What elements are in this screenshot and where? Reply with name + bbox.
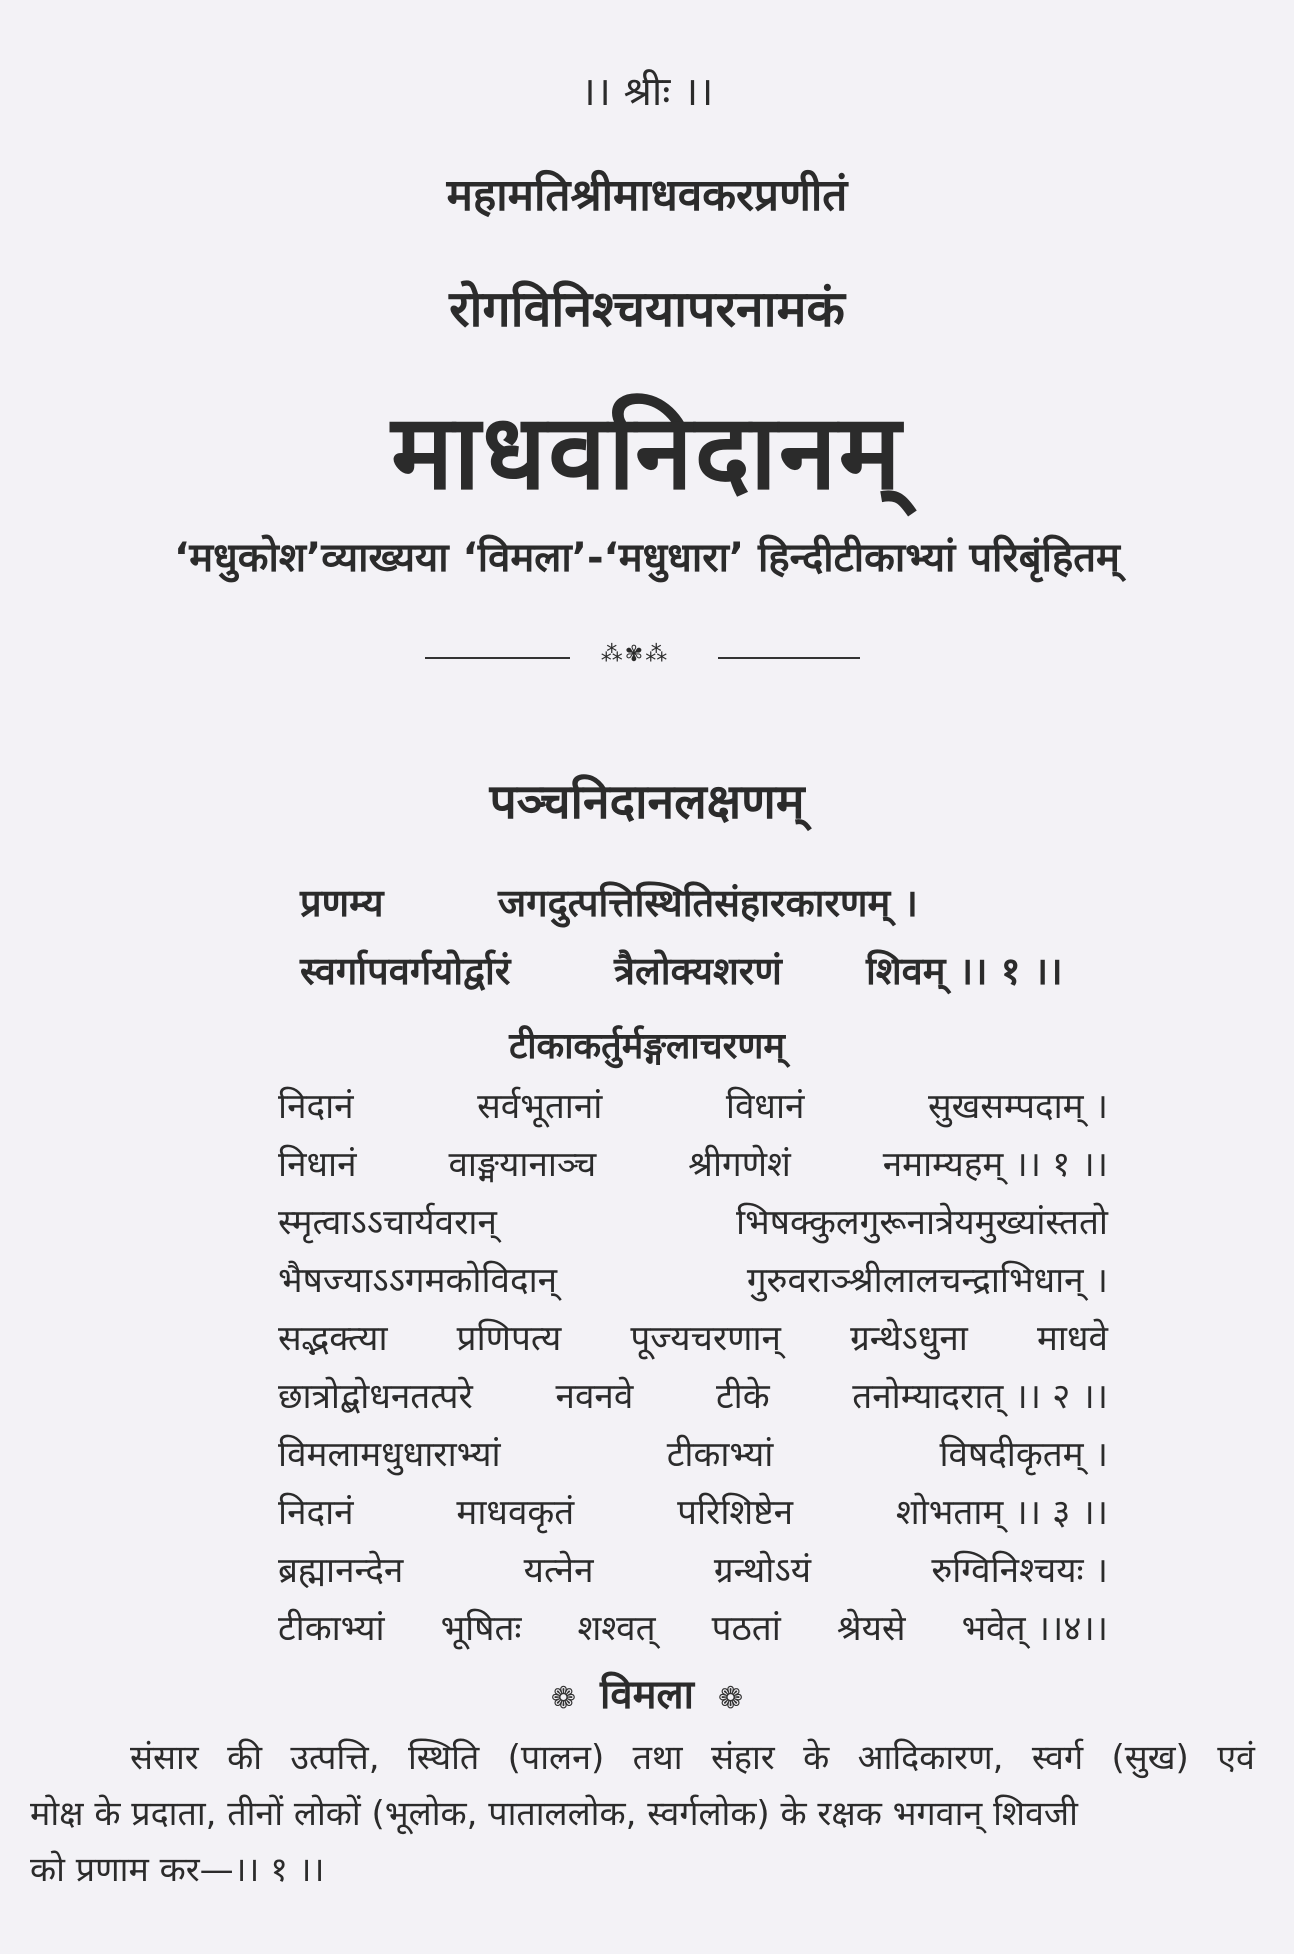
verse-word: ग्रन्थेऽधुना <box>850 1319 968 1359</box>
verse-word: छात्रोद्बोधनतत्परे <box>278 1377 473 1417</box>
paragraph-line1 <box>30 1730 1255 1786</box>
verse-word: यत्नेन <box>523 1551 594 1591</box>
paragraph-word: संहार <box>710 1738 775 1778</box>
verse-word: भवेत् ।।४।। <box>961 1609 1108 1649</box>
verse-word: शश्वत् <box>577 1609 656 1649</box>
main-verse-line2-word2: त्रैलोक्यशरणं <box>614 949 782 993</box>
verse-word: निदानं <box>278 1087 354 1127</box>
verse-word: भैषज्याऽऽगमकोविदान् <box>278 1261 558 1301</box>
mangala-verse-line <box>278 1488 1108 1535</box>
chapter-title: पञ्चनिदानलक्षणम् <box>489 774 805 830</box>
verse-word: श्रेयसे <box>836 1609 906 1649</box>
vimala-heading: विमला <box>600 1672 694 1718</box>
main-verse-line2-word1: स्वर्गापवर्गयोर्द्वारं <box>300 949 511 993</box>
verse-word: माधवे <box>1036 1319 1108 1359</box>
verse-word: पठतां <box>711 1609 781 1649</box>
verse-word: विधानं <box>725 1087 805 1127</box>
mangala-verse-line <box>278 1256 1108 1303</box>
mangala-verse-line <box>278 1604 1108 1651</box>
verse-word: टीकाभ्यां <box>666 1435 774 1475</box>
verse-word: परिशिष्टेन <box>677 1493 794 1533</box>
verse-word: नमाम्यहम् ।। १ ।। <box>882 1145 1108 1185</box>
paragraph-word: आदिकारण, <box>857 1738 1004 1778</box>
verse-word: शोभताम् ।। ३ ।। <box>895 1493 1108 1533</box>
paragraph-line2: मोक्ष के प्रदाता, तीनों लोकों (भूलोक, पाताललोक, स्वर्गलोक) के रक्षक भगवान् शिवजी <box>30 1794 1078 1834</box>
verse-word: टीके <box>715 1377 770 1417</box>
mangala-verse-line <box>278 1140 1108 1187</box>
verse-word: प्रणिपत्य <box>456 1319 562 1359</box>
verse-word: सर्वभूतानां <box>477 1087 603 1127</box>
author-line: महामतिश्रीमाधवकरप्रणीतं <box>446 170 848 221</box>
paragraph-word: उत्पत्ति, <box>290 1738 380 1778</box>
verse-word: पूज्यचरणान् <box>630 1319 781 1359</box>
paragraph-word: के <box>803 1738 830 1778</box>
invocation-shri: ।। श्रीः ।। <box>580 69 714 115</box>
paragraph-word: तथा <box>632 1738 683 1778</box>
paragraph-word: स्वर्ग <box>1031 1738 1084 1778</box>
verse-word: सुखसम्पदाम् । <box>928 1087 1108 1127</box>
verse-word: वाङ्मयानाञ्च <box>448 1145 597 1185</box>
verse-word: श्रीगणेशं <box>688 1145 791 1185</box>
verse-word: स्मृत्वाऽऽचार्यवरान् <box>278 1203 497 1243</box>
paragraph-word: एवं <box>1217 1738 1255 1778</box>
paragraph-word: (सुख) <box>1111 1738 1189 1778</box>
verse-word: निधानं <box>278 1145 357 1185</box>
mangala-verse-line <box>278 1314 1108 1361</box>
verse-word: माधवकृतं <box>456 1493 575 1533</box>
paragraph-word: की <box>227 1738 262 1778</box>
vimala-heading-block <box>0 1665 1294 1720</box>
verse-word: ग्रन्थोऽयं <box>713 1551 812 1591</box>
mangala-verse-line <box>278 1198 1108 1245</box>
book-title: माधवनिदानम् <box>391 391 903 513</box>
verse-word: नवनवे <box>555 1377 634 1417</box>
commentary-line: ‘मधुकोश’व्याख्यया ‘विमला’-‘मधुधारा’ हिन्दीटीकाभ्यां परिबृंहितम् <box>174 535 1120 581</box>
mangala-verse-line <box>278 1430 1108 1477</box>
ornamental-divider <box>0 642 1294 668</box>
verse-word: भूषितः <box>440 1609 522 1649</box>
alternate-title-line: रोगविनिश्चयापरनामकं <box>449 280 845 338</box>
verse-word: सद्भक्त्या <box>278 1319 388 1359</box>
verse-word: विषदीकृतम् । <box>939 1435 1108 1475</box>
paragraph-word: (पालन) <box>507 1738 605 1778</box>
divider-line-left <box>425 657 570 659</box>
verse-word: रुग्विनिश्चयः । <box>931 1551 1108 1591</box>
mangala-heading: टीकाकर्तुर्मङ्गलाचरणम् <box>509 1026 785 1067</box>
paragraph-word: संसार <box>130 1738 199 1778</box>
verse-word: गुरुवराञ्श्रीलालचन्द्राभिधान् । <box>746 1261 1108 1301</box>
main-verse-line2-word3: शिवम् ।। १ ।। <box>866 949 1063 993</box>
main-verse-line1-word1: प्रणम्य <box>300 881 384 925</box>
verse-word: टीकाभ्यां <box>278 1609 385 1649</box>
paragraph-word: स्थिति <box>408 1738 480 1778</box>
mangala-verse-line <box>278 1082 1108 1129</box>
mangala-verse-line <box>278 1372 1108 1419</box>
flower-icon: ❁ <box>550 1681 577 1716</box>
verse-word: ब्रह्मानन्देन <box>278 1551 404 1591</box>
paragraph-line3: को प्रणाम कर—।। १ ।। <box>30 1850 325 1890</box>
mangala-verse-line <box>278 1546 1108 1593</box>
flower-icon: ❁ <box>717 1681 744 1716</box>
main-verse-line1-word2: जगदुत्पत्तिस्थितिसंहारकारणम् । <box>498 881 918 925</box>
verse-word: विमलामधुधाराभ्यां <box>278 1435 501 1475</box>
divider-ornament-icon: ⁂✾⁂ <box>600 642 670 667</box>
verse-word: निदानं <box>278 1493 354 1533</box>
divider-line-right <box>718 657 860 659</box>
verse-word: तनोम्यादरात् ।। २ ।। <box>852 1377 1108 1417</box>
vimala-paragraph <box>30 1730 1255 1898</box>
verse-word: भिषक्कुलगुरूनात्रेयमुख्यांस्ततो <box>736 1203 1108 1243</box>
